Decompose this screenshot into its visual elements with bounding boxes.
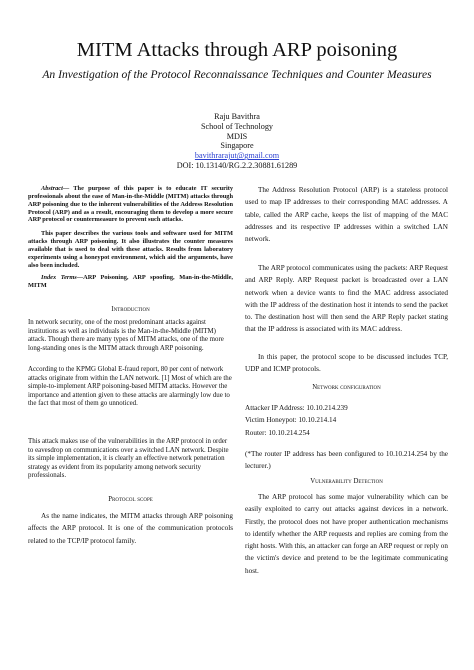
abstract-paragraph	[28, 185, 233, 224]
author-country: Singapore	[220, 141, 254, 151]
index-terms-lead: Index Terms—	[41, 274, 84, 282]
author-dept: School of Technology	[200, 121, 274, 131]
abstract-text: The purpose of this paper is to educate IT security professionals about the ease of Man-in-the-Middle (MITM) attacks through ARP poisoning due to the inherent vulnerabilities of the Address Resolution Protocol (ARP) and as a result, encouraging them to develop a more secure ARP protocol or countermeasure to prevent such attacks.	[28, 185, 233, 224]
arp-intro-paragraph: The Address Resolution Protocol (ARP) is a stateless protocol used to map IP addresses to their corresponding MAC addresses. A table, called the ARP cache, keeps the list of mapping of the MAC addresses and its respective IP addresses within a switched LAN network.	[245, 186, 448, 244]
protocol-scope-paragraph: In this paper, the protocol scope to be discussed includes TCP, UDP and ICMP protocols.	[245, 353, 448, 374]
scope-paragraph: As the name indicates, the MITM attacks through ARP poisoning affects the ARP protocol. It is one of the communication protocols related to the TCP/IP protocol family.	[28, 512, 233, 545]
victim-ip: Victim Honeypot: 10.10.214.14	[245, 416, 337, 425]
router-note: (*The router IP address has been configured to 10.10.214.254 by the lecturer.)	[245, 450, 448, 471]
intro-paragraph-1: In network security, one of the most predominant attacks against institutions as well as individuals is the Man-in-the-Middle (MITM) attack. Though there are many types of MITM attacks, one of the more long-standing ones is the MITM attack through ARP poisoning.	[28, 319, 224, 352]
heading-protocol-scope: Protocol scope	[108, 496, 153, 503]
router-ip: Router: 10.10.214.254	[245, 428, 310, 437]
author-name: Raju Bavithra	[214, 112, 260, 121]
intro-paragraph-3: This attack makes use of the vulnerabilities in the ARP protocol in order to eavesdrop on communications over a switched LAN network. Despite its simple implementation, it is clearly an effective network penetration strategy as evident from its popularity among network security professionals.	[28, 438, 229, 479]
intro-paragraph-2: According to the KPMG Global E-fraud report, 80 per cent of network attacks originate from within the LAN network. [1] Most of which are the simple-to-implement ARP poisoning-based MITM attacks. However the importance and attention given to these attacks are alarmingly low due to the fact that most of them go unnoticed.	[28, 366, 232, 407]
author-org: MDIS	[226, 131, 248, 141]
author-email-link[interactable]: bavithrarajut@gmail.com	[194, 151, 280, 161]
abstract-paragraph-2: This paper describes the various tools and software used for MITM attacks through ARP poisoning. It also illustrates the counter measures available that is used to deal with these attacks. Results from laboratory experiments using a honeypot environment, which aid the arguments, have also been included.	[28, 230, 233, 269]
arp-packets-paragraph: The ARP protocol communicates using the packets: ARP Request and ARP Reply. ARP Request packet is broadcasted over a LAN network when a device wants to find the MAC address associated with the IP address of the destination host it intends to send the packet to. The destination host will then send the ARP Reply packet stating that the IP address is associated with its MAC address.	[245, 264, 448, 334]
heading-vulnerability-detection: Vulnerability Detection	[310, 478, 383, 485]
heading-introduction: Introduction	[111, 306, 150, 313]
author-block	[0, 112, 474, 171]
vulnerability-paragraph: The ARP protocol has some major vulnerability which can be easily exploited to carry out attacks against devices in a network. Firstly, the protocol does not have proper authentication mechanisms to identify whether the ARP requests and replies are coming from the right hosts. With this, an attacker can forge an ARP request or reply on the victim's device and pretend to be the legitimate communicating host.	[245, 493, 448, 575]
left-column	[28, 185, 233, 290]
abstract-lead: Abstract—	[41, 185, 70, 192]
index-terms-text: ARP Poisoning, ARP spoofing, Man-in-the-Middle, MITM	[28, 274, 233, 290]
heading-network-configuration: Network configuration	[312, 384, 381, 391]
author-doi: DOI: 10.13140/RG.2.2.30881.61289	[176, 160, 298, 170]
network-config-list	[245, 402, 448, 439]
index-terms	[28, 274, 233, 290]
attacker-ip: Attacker IP Address: 10.10.214.239	[245, 404, 348, 412]
paper-subtitle: An Investigation of the Protocol Reconnaissance Techniques and Counter Measures	[42, 68, 432, 81]
paper-title: MITM Attacks through ARP poisoning	[76, 39, 398, 61]
